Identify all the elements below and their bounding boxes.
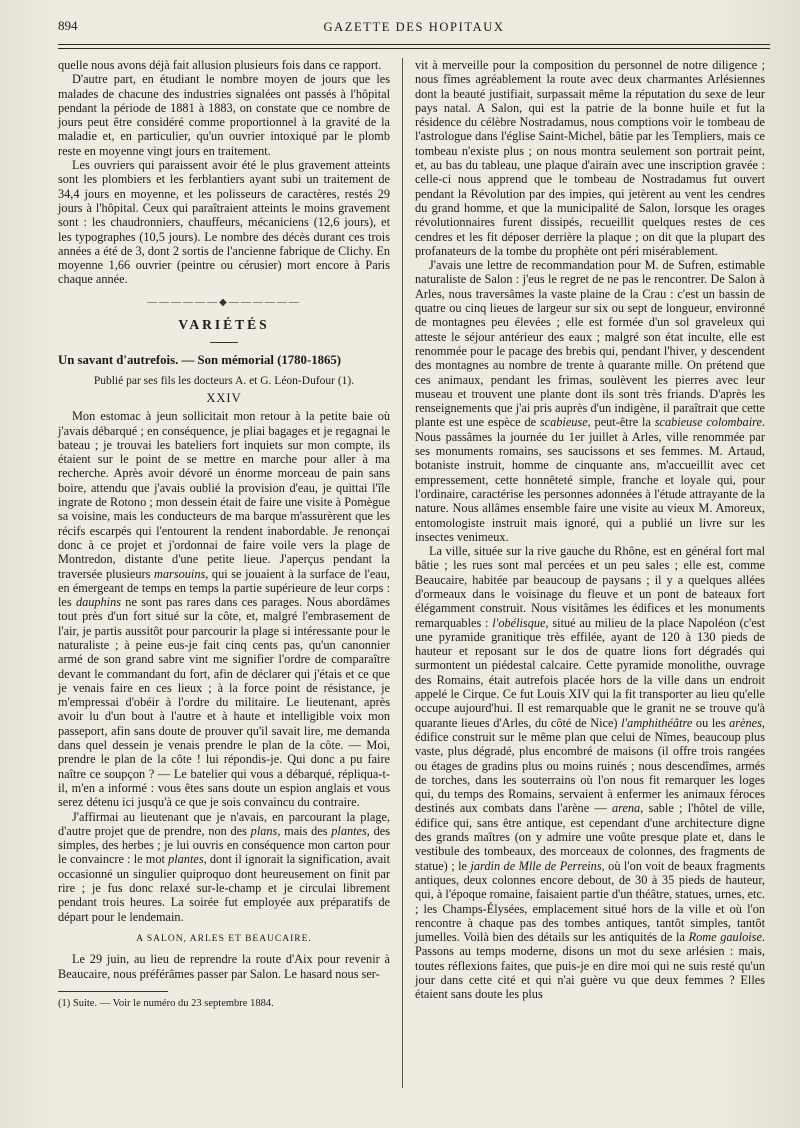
- paragraph: Le 29 juin, au lieu de reprendre la route d'Aix pour revenir à Beaucaire, nous préférâmes passer par Salon. Le hasard nous ser-: [58, 952, 390, 981]
- paragraph: quelle nous avons déjà fait allusion plusieurs fois dans ce rapport.: [58, 58, 382, 72]
- left-column: [58, 58, 390, 1011]
- article-byline: Publié par ses fils les docteurs A. et G. Léon-Dufour (1).: [93, 374, 355, 387]
- paragraph: D'autre part, en étudiant le nombre moyen de jours que les malades de chacune des industries signalées ont passés à l'hôpital pendant la période de 1881 à 1883, on constate que ce nombre de jours peut être considéré comme proportionnel à la gravité de la maladie et, en particulier, qu'un ouvrier intoxiqué par le plomb reste en moyenne vingt jours en traitement.: [58, 72, 390, 158]
- header-rule: [58, 44, 770, 45]
- right-column: [415, 58, 765, 1002]
- footnote: (1) Suite. — Voir le numéro du 23 septembre 1884.: [58, 997, 274, 1009]
- journal-title: GAZETTE DES HOPITAUX: [323, 20, 505, 34]
- paragraph: Les ouvriers qui paraissent avoir été le plus gravement atteints sont les plombiers et les ferblantiers ayant subi un traitement de 34,4 jours en moyenne, et les polisseurs de caractères, restés 29 jours à l'hôpital. Ceux qui paraîtraient atteints le moins gravement sont : les chaudronniers, chauffeurs, mécaniciens (12,6 jours), et les typographes (10,5 jours). Le nombre des décès durant ces trois années a été de 3, dont 2 sortis de l'ancienne fabrique de Clichy. En moyenne 1,66 ouvrier (peintre ou cérusier) mort encore à Paris chaque année.: [58, 158, 390, 287]
- paragraph: J'avais une lettre de recommandation pour M. de Sufren, estimable naturaliste de Salon : j'eus le regret de ne pas le rencontrer. De Salon à Arles, nous traversâmes la vaste plaine de la Crau : c'est un bassin de quatre ou cinq lieues de largeur sur six ou sept de longueur, environné de montagnes peu élevées ; elle est formée d'un sol graveleux qui atteste le séjour antérieur des eaux ; malgré son état inculte, elle est renommée pour le pacage des brebis qui, pendant l'hiver, y descendent des montagnes au nombre de trente à quarante mille. On prétend que ces animaux, pendant les frimas, soulèvent les pierres avec leur museau et trouvent une plante dont ils sont très friands. D'après les renseignements que j'ai pris auprès d'un indigène, il paraîtrait que cette plante est une espèce de scabieuse, peut-être la scabieuse colombaire. Nous passâmes la journée du 1er juillet à Arles, ville renommée par ses monuments romains, ses saucissons et ses femmes. M. Artaud, botaniste instruit, homme de cinquante ans, m'accueillit avec cet empressement, cette honnêteté simple, franche et loyale qui, pour l'ordinaire, caractérise les personnes adonnées à l'étude attrayante de la nature. Nous allâmes ensemble faire une visite au vieux M. Amoreux, entomologiste instruit mais ignoré, qui a publié un livre sur les insectes venimeux.: [415, 258, 765, 544]
- subheading: A SALON, ARLES ET BEAUCAIRE.: [136, 933, 312, 944]
- paragraph: J'affirmai au lieutenant que je n'avais, en parcourant la plage, d'autre projet que de prendre, non des plans, mais des plantes, des simples, des herbes ; je lui ouvris en conséquence mon carton pour le convaincre : le mot plantes, dont il ignorait la signification, avait occasionné un singulier quiproquo dont heureusement on finit par rire ; je fus donc relaxé sur-le-champ et je circulai librement pendant trois heures. La soirée fut employée aux préparatifs de départ pour le lendemain.: [58, 809, 391, 924]
- footnote-rule: [58, 991, 168, 992]
- column-divider: [402, 58, 403, 1088]
- ornament-rule: ——————◆——————: [147, 296, 301, 308]
- section-title: VARIÉTÉS: [178, 317, 270, 333]
- paragraph: La ville, située sur la rive gauche du Rhône, est en général fort mal bâtie ; les rues sont mal percées et un peu sales ; elle est, comme Beaucaire, habitée par beaucoup de paysans ; il y a quelques allées d'ormeaux dans le voisinage du fleuve et un pont de bateaux fort élégamment construit. Nous visitâmes les édifices et les monuments remarquables : l'obélisque, situé au milieu de la place Napoléon (c'est une pyramide granitique très effilée, ayant de 120 à 130 pieds de hauteur et reposant sur le dos de quatre lions fort dégradés qui surmontent un piédestal calcaire. Cette pyramide monolithe, ouvrage des Romains, était autrefois placée hors de la ville dans un endroit appelé le Cirque. Ce fut Louis XIV qui la fit transporter au lieu qu'elle occupe aujourd'hui. Il est remarquable que le granit ne se trouve qu'à quarante lieues d'Arles, du côté de Nice) l'amphithéâtre ou les arènes, édifice construit sur le même plan que celui de Nîmes, beaucoup plus vaste, plus dégradé, plus encombré de maisons (il offre trois rangées ou étages de gradins plus ou moins ruinés ; nous descendîmes, armés de torches, dans les souterrains où l'on nous fit remarquer les loges qui, du temps des Romains, servaient à enfermer les animaux féroces destinés aux combats dans l'arène — arena, sable ; l'hôtel de ville, édifice qui, sans être antique, est cependant d'une architecture digne des grands maîtres (on y admire une voûte presque plate et, dans le vestibule des tombeaux, des morceaux de colonnes, des fragments de statue) ; le jardin de Mlle de Perreins, où l'on voit de beaux fragments antiques, deux colonnes encore debout, de 30 à 35 pieds de hauteur, qui, à l'époque romaine, faisaient partie d'un théâtre, statues, urnes, etc. ; les Champs-Élysées, emplacement situé hors de la ville et où l'on rencontre à chaque pas des tombes antiques, tantôt simples, tantôt jumelles. Voilà bien des détails sur les antiquités de la Rome gauloise. Passons au temps moderne, disons un mot du sexe arlésien : mais, toutes réflexions faites, que puis-je en dire moi qui ne suis resté qu'un jour dans cette cité et qui n'ai guère vu que deux femmes ? Elles étaient sans doute les plus: [415, 544, 766, 1002]
- header-rule-thin: [58, 48, 770, 49]
- article-title: Un savant d'autrefois. — Son mémorial (1780-1865): [58, 353, 342, 368]
- section-rule: [210, 342, 238, 343]
- page-header: [58, 18, 770, 44]
- paragraph: Mon estomac à jeun sollicitait mon retour à la petite baie où j'avais débarqué ; en conséquence, je pliai bagages et je regagnai le bateau ; je trouvai les bateliers fort inquiets sur mon compte, ils étaient sur le point de se mettre en marche pour aller à ma recherche. Après avoir dévoré un énorme morceau de pain sans boire, attendu que j'avais oublié la provision d'eau, je quittai l'île ingrate de Rotono ; mon dessein était de faire une visite à Pomègue sa voisine, mais les conducteurs de ma barque m'assurèrent que les récifs escarpés qui l'entourent la rendent inabordable. Je renonçai donc à ce projet et j'ordonnai de faire voile vers la plage de Montredon, distante d'une petite lieue. J'aperçus pendant la traversée plusieurs marsouins, qui se jouaient à la surface de l'eau, en émergeant de temps en temps la partie supérieure de leur corps : les dauphins ne sont pas rares dans ces parages. Nous abordâmes tout près d'un fort situé sur la côte, et, malgré l'embrasement de l'air, je partis aussitôt pour parcourir la plage si intéressante pour le naturaliste ; à peine eus-je fait cinq cents pas, qu'un canonnier armé de son grand sabre vint me signifier l'ordre de comparaître devant le commandant du fort, afin de déclarer qui j'étais et ce que je venais faire en ces lieux ; à la force point de résistance, je m'empressai d'obéir à l'ordre du militaire. Le lieutenant, après avoir lu d'un bout à l'autre et à haute et intelligible voix mon passeport, afin sans doute de prouver qu'il savait lire, me demanda dans quel dessein je venais prendre le plan de la côte. — Moi, prendre le plan de la côte ! lui répondis-je. Qui donc a pu faire naître ce soupçon ? — Le batelier qui vous a débarqué, répliqua-t-il, m'en a informé : vous êtes sans doute un espion anglais et vous serez détenu ici jusqu'à ce que je sois convaincu du contraire.: [58, 409, 390, 810]
- paragraph: vit à merveille pour la composition du personnel de notre diligence ; nous fîmes agréablement la route avec deux charmantes Arlésiennes dont la beauté justifiait, surpassait même la réputation du sexe de leur pays natal. A Salon, qui est la patrie de la bonne huile et fut la résidence du célèbre Nostradamus, nous comptions voir le tombeau de l'astrologue dans l'église Saint-Michel, bâtie par les Templiers, mais ce tombeau n'existe plus ; on nous montra seulement son portrait peint, et, au bas du tableau, une plaque d'airain avec une inscription gravée : celle-ci nous apprend que le tombeau de Nostradamus fut ouvert pendant la Révolution par des impies, qui jetèrent au vent les cendres du grand homme, et que la municipalité de Salon, lorsque les orages révolutionnaires furent dissipés, recueillit quelques restes de ces cendres et les fit déposer derrière la plaque ; on dit que la plupart des profanateurs de la tombe du prophète ont péri misérablement.: [415, 58, 765, 258]
- chapter-number: XXIV: [206, 390, 242, 405]
- page-number: 894: [58, 18, 78, 33]
